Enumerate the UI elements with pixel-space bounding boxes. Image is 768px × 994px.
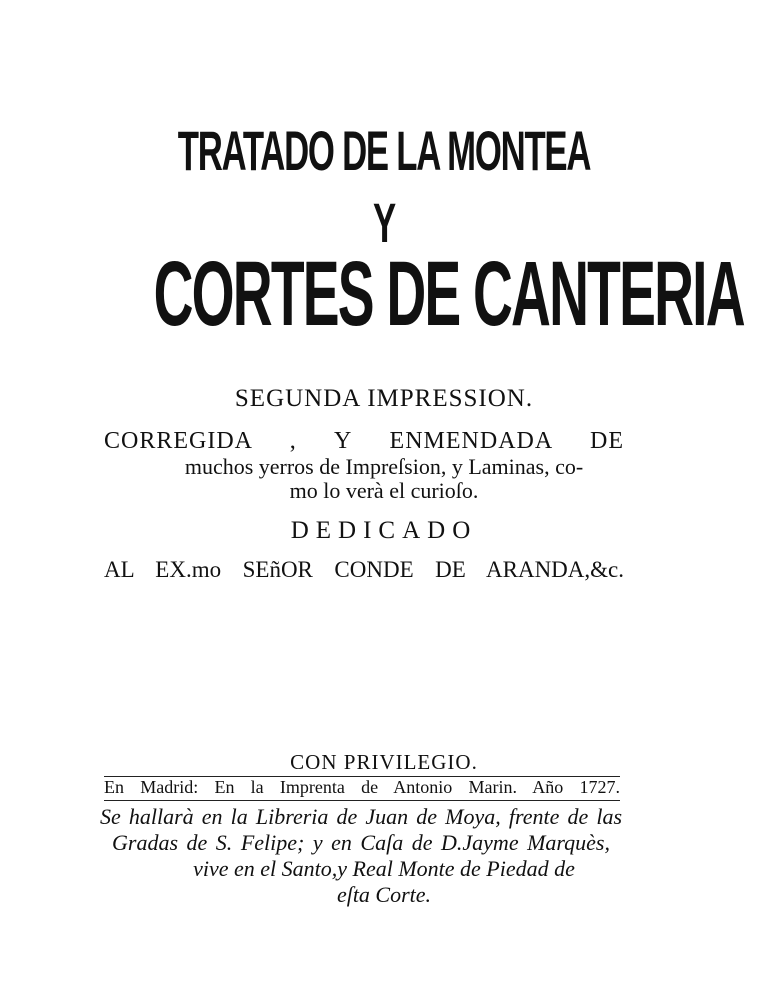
title-line-3: CORTES DE CANTERIA <box>153 243 744 345</box>
seller-line-1: Se hallarà en la Libreria de Juan de Moya, frente de las <box>100 804 622 829</box>
dedication-recipient: AL EX.mo SEñOR CONDE DE ARANDA,&c. <box>104 557 624 582</box>
seller-line-4: eſta Corte. <box>336 882 432 907</box>
dedication-heading: DEDICADO <box>290 517 478 544</box>
edition-note: SEGUNDA IMPRESSION. <box>234 385 534 412</box>
correction-detail-line-1: muchos yerros de Impreſsion, y Laminas, co- <box>184 454 584 479</box>
seller-line-2: Gradas de S. Felipe; y en Caſa de D.Jayme Marquès, <box>112 830 610 855</box>
correction-detail-line-2: mo lo verà el curioſo. <box>289 478 479 503</box>
title-line-2: Y <box>373 191 395 254</box>
privilege-note: CON PRIVILEGIO. <box>290 750 478 774</box>
seller-line-3: vive en el Santo,y Real Monte de Piedad de <box>193 856 575 881</box>
correction-note: CORREGIDA , Y ENMENDADA DE <box>104 428 624 454</box>
imprint-line: En Madrid: En la Imprenta de Antonio Marin. Año 1727. <box>104 777 620 797</box>
title-line-1: TRATADO DE LA MONTEA <box>177 119 591 182</box>
divider-bottom <box>104 800 620 801</box>
